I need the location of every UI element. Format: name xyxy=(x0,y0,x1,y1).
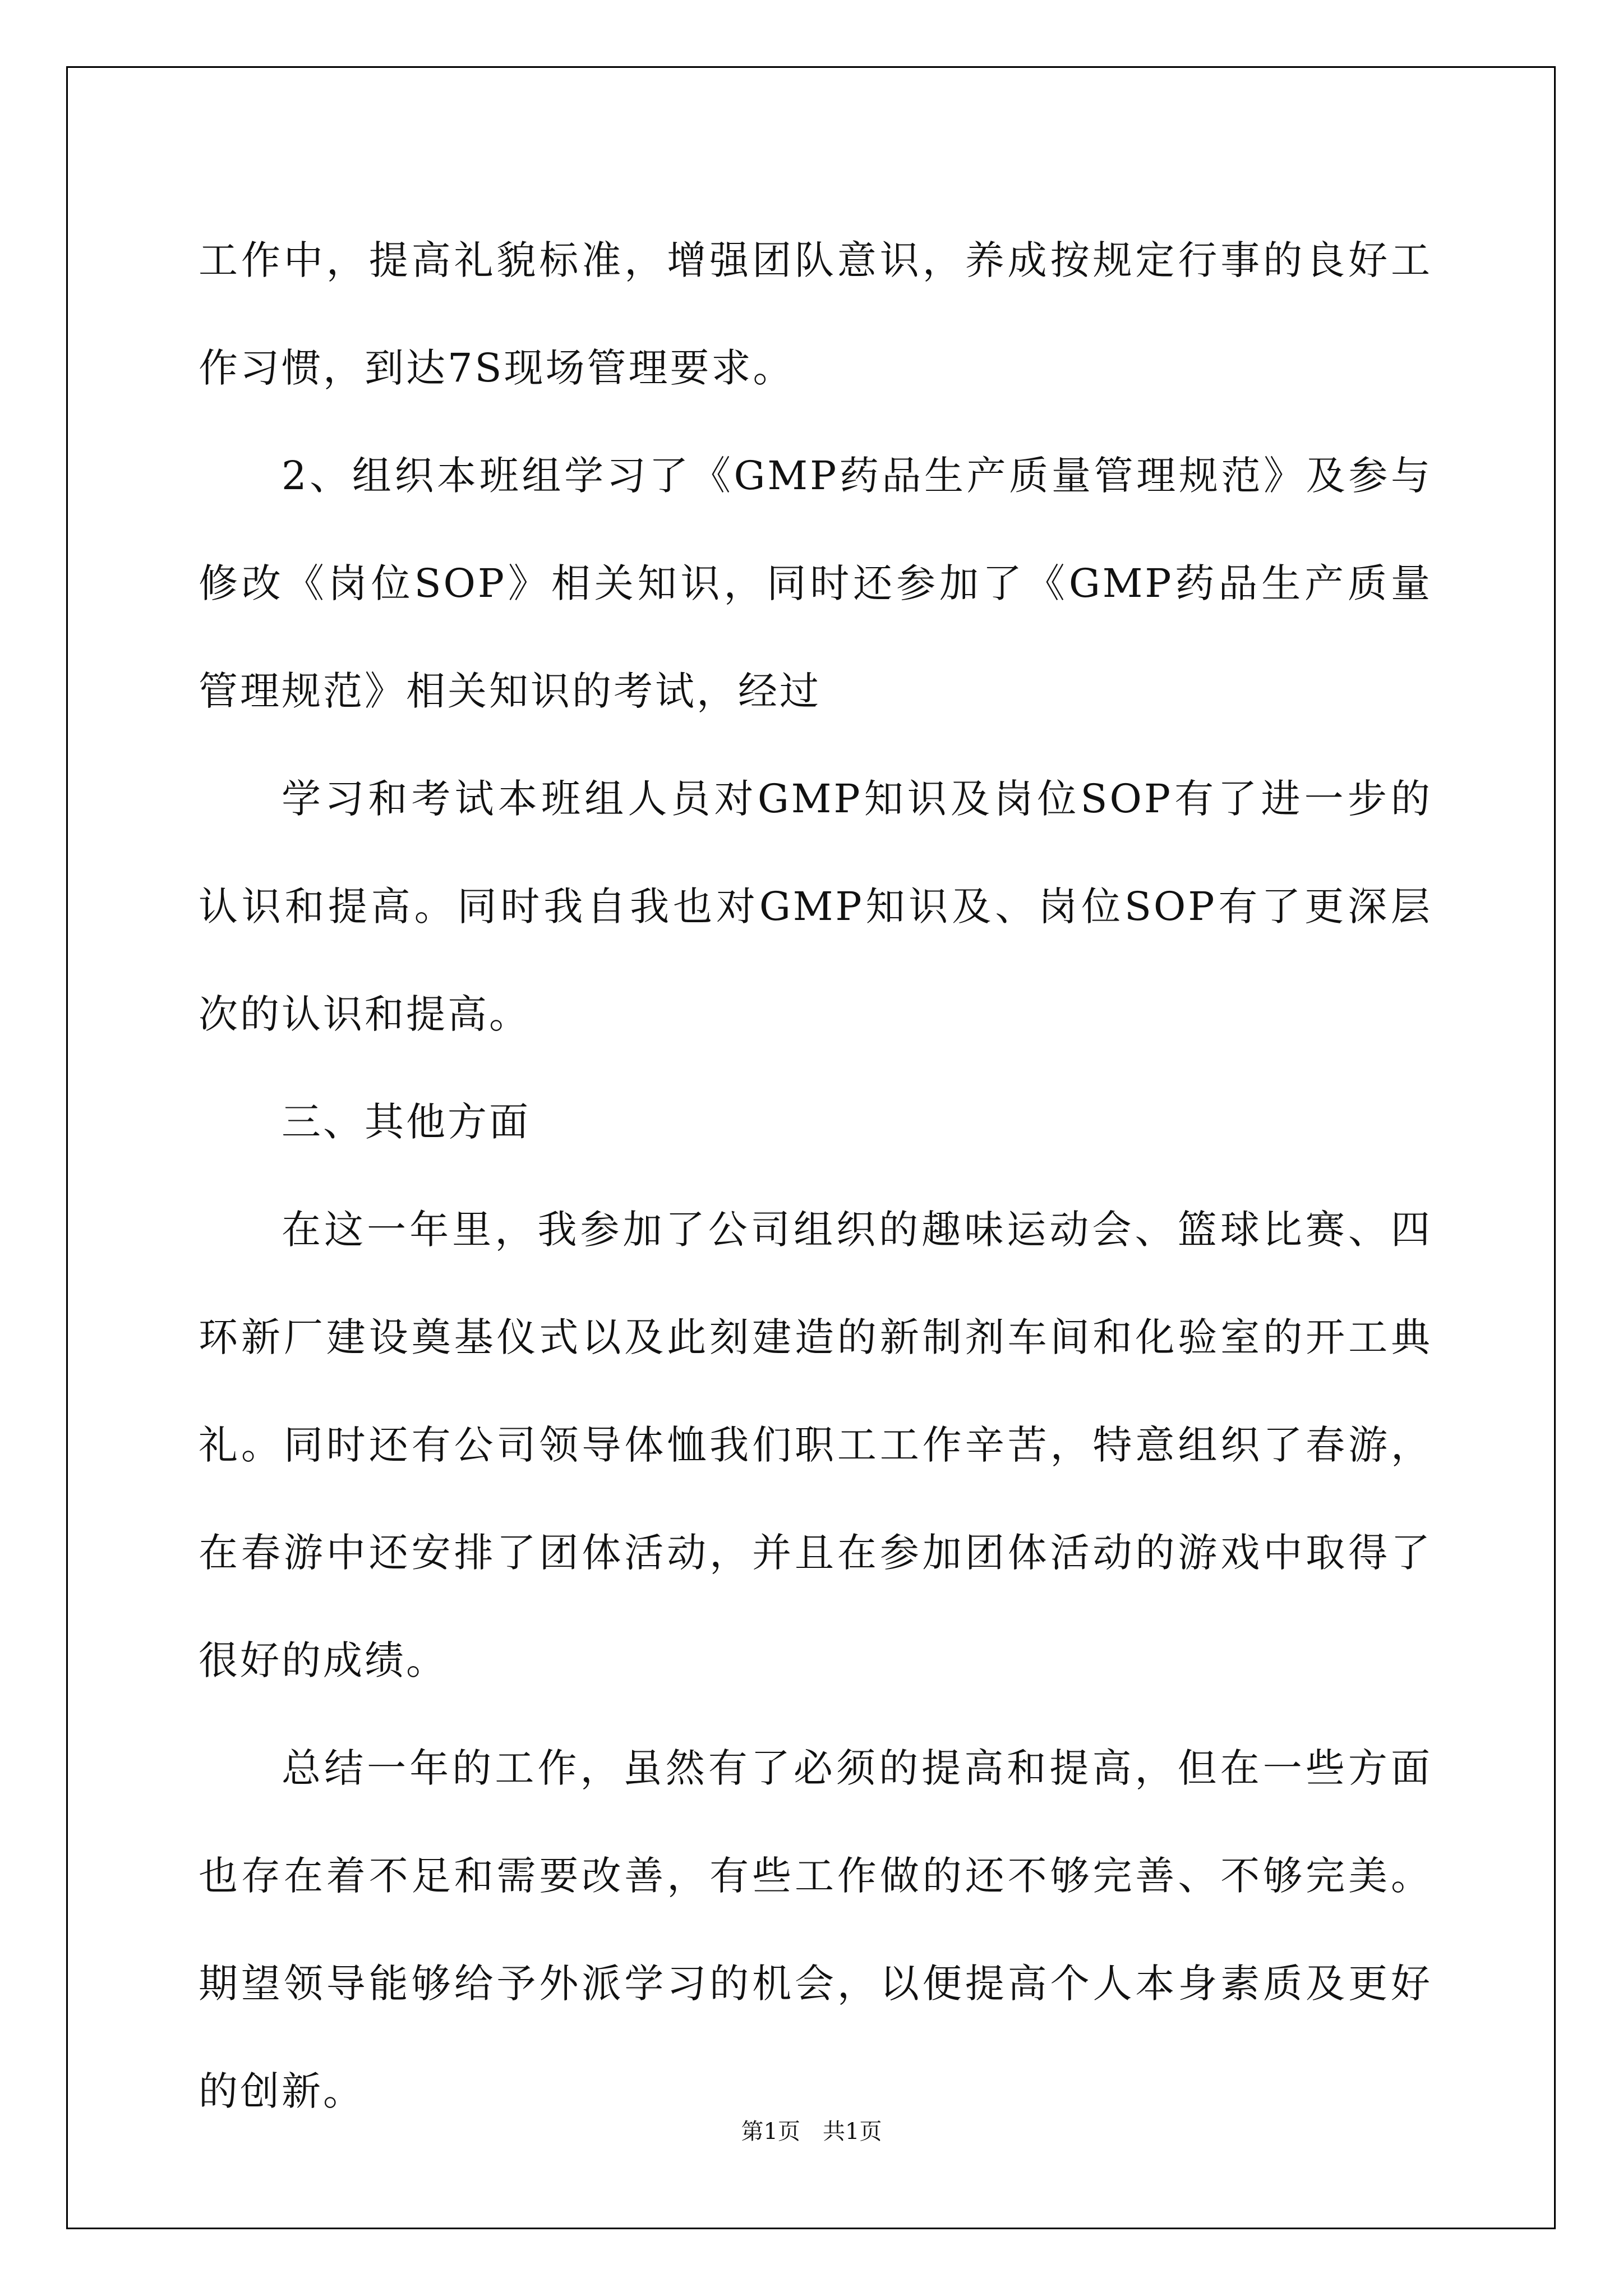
section-heading-other: 三、其他方面 xyxy=(282,1099,531,1145)
paragraph-5: 在这一年里，我参加了公司组织的趣味运动会、篮球比赛、四环新厂建设奠基仪式以及此刻建造的新制剂车间和化验室的开工典礼。同时还有公司领导体恤我们职工工作辛苦，特意组织了春游，在春游中还安排了团体活动，并且在参加团体活动的游戏中取得了很好的成绩。 xyxy=(199,1207,1432,1683)
paragraph-6: 总结一年的工作，虽然有了必须的提高和提高，但在一些方面也存在着不足和需要改善，有些工作做的还不够完善、不够完美。期望领导能够给予外派学习的机会，以便提高个人本身素质及更好的创新。 xyxy=(199,1745,1432,2114)
paragraph-1: 工作中，提高礼貌标准，增强团队意识，养成按规定行事的良好工作习惯，到达7S现场管理要求。 xyxy=(199,237,1432,391)
page-footer: 第1页 共1页 xyxy=(741,2119,882,2145)
paragraph-2: 2、组织本班组学习了《GMP药品生产质量管理规范》及参与修改《岗位SOP》相关知识，同时还参加了《GMP药品生产质量管理规范》相关知识的考试，经过 xyxy=(199,453,1432,714)
document-body xyxy=(199,206,1432,2145)
paragraph-3: 学习和考试本班组人员对GMP知识及岗位SOP有了进一步的认识和提高。同时我自我也对GMP知识及、岗位SOP有了更深层次的认识和提高。 xyxy=(199,776,1432,1037)
